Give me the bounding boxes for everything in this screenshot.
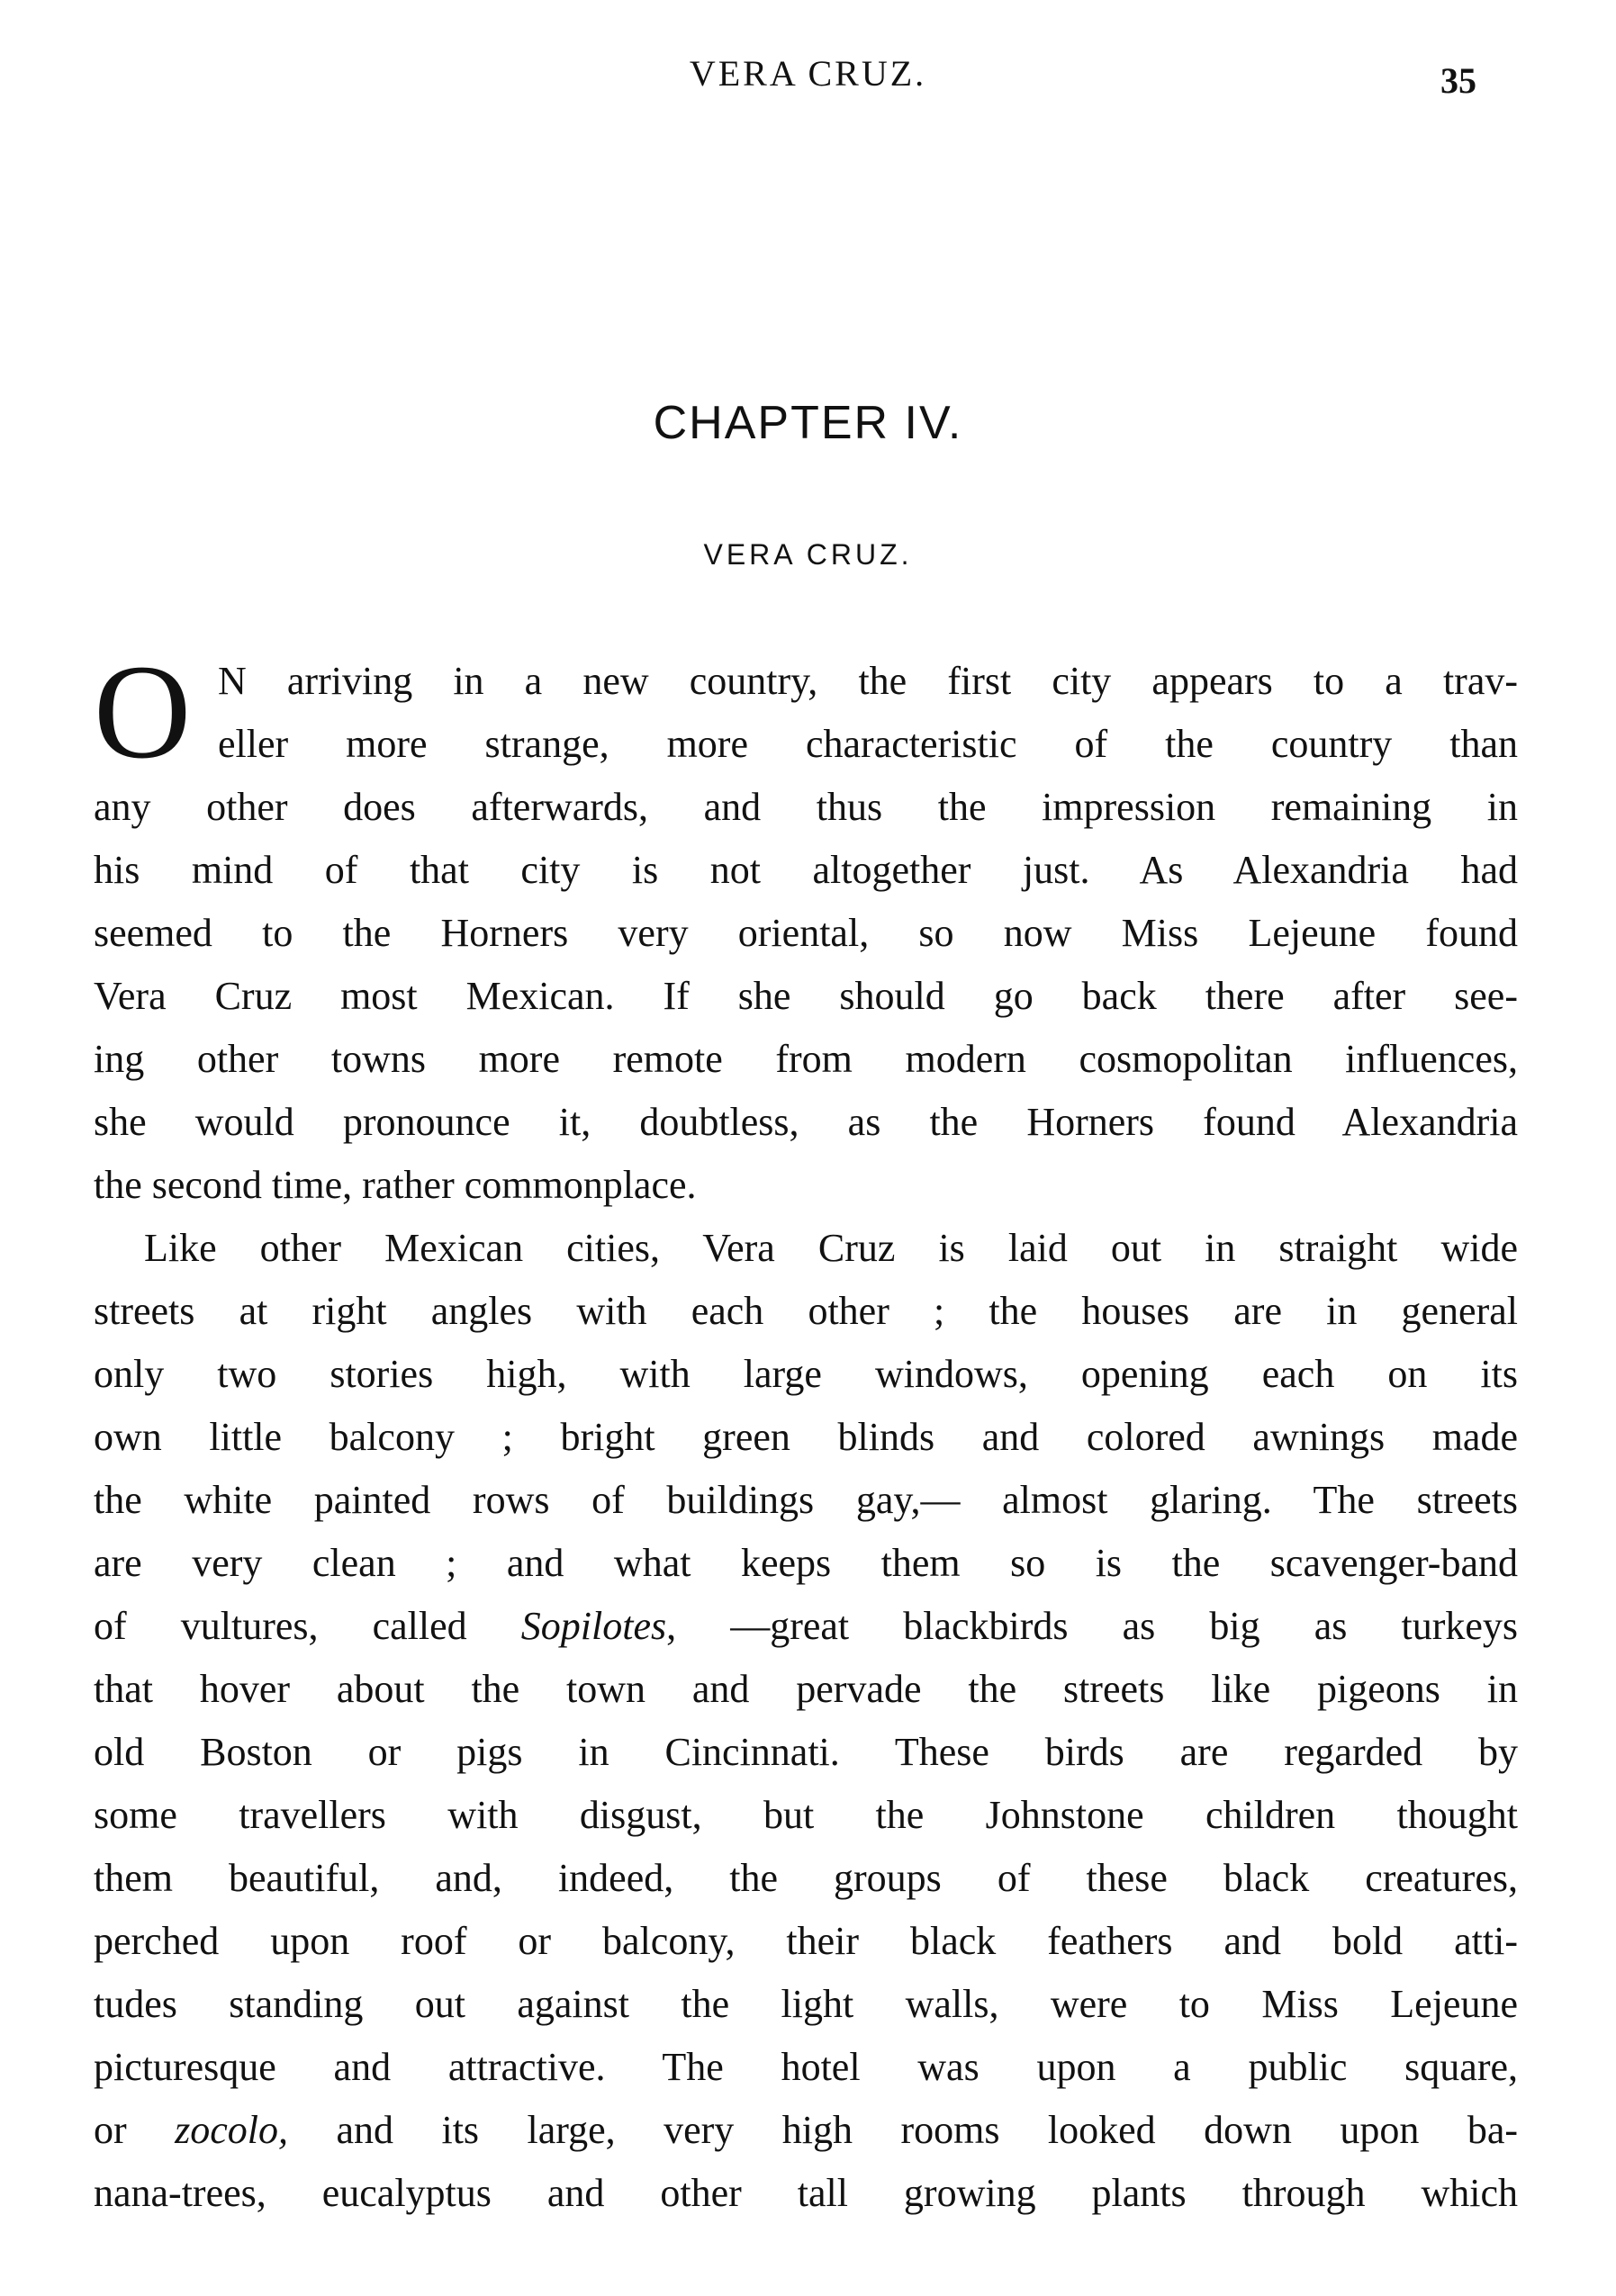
text-line: own little balcony ; bright green blinds and colored awnings made [94, 1415, 1518, 1459]
chapter-subtitle: VERA CRUZ. [703, 538, 913, 571]
text-line: the white painted rows of buildings gay,— almost glaring. The streets [94, 1478, 1518, 1522]
text-line: N arriving in a new country, the first city appears to a trav- [218, 659, 1518, 703]
italic-term-sopilotes: Sopilotes [520, 1604, 667, 1648]
text-run: of vultures, called [94, 1604, 521, 1648]
text-line: the second time, rather commonplace. [94, 1163, 697, 1207]
text-line [94, 2099, 1518, 2162]
text-line: ing other towns more remote from modern cosmopolitan influences, [94, 1037, 1518, 1081]
text-line: seemed to the Horners very oriental, so now Miss Lejeune found [94, 911, 1518, 955]
text-line: that hover about the town and pervade the streets like pigeons in [94, 1667, 1518, 1711]
text-line: are very clean ; and what keeps them so is the scavenger-band [94, 1541, 1518, 1585]
text-run: or [94, 2108, 176, 2152]
text-line: any other does afterwards, and thus the impression remaining in [94, 785, 1518, 829]
drop-cap: O [94, 637, 192, 787]
running-head [0, 52, 1616, 101]
paragraph-2 [94, 1217, 1518, 2225]
text-line: old Boston or pigs in Cincinnati. These birds are regarded by [94, 1730, 1518, 1774]
text-line: some travellers with disgust, but the Johnstone children thought [94, 1793, 1518, 1837]
text-line: Vera Cruz most Mexican. If she should go back there after see- [94, 974, 1518, 1018]
text-line: she would pronounce it, doubtless, as the Horners found Alexandria [94, 1100, 1518, 1144]
text-line: them beautiful, and, indeed, the groups of these black creatures, [94, 1856, 1518, 1900]
text-line: eller more strange, more characteristic of the country than [218, 722, 1518, 766]
chapter-title: CHAPTER IV. [653, 397, 963, 449]
running-title: VERA CRUZ. [689, 53, 927, 94]
body-text [94, 650, 1518, 2225]
text-run: , —great blackbirds as big as turkeys [666, 1604, 1518, 1648]
text-line: tudes standing out against the light walls, were to Miss Lejeune [94, 1982, 1518, 2026]
text-line: perched upon roof or balcony, their black feathers and bold atti- [94, 1919, 1518, 1963]
text-line: only two stories high, with large windows, opening each on its [94, 1352, 1518, 1396]
text-run: and its large, very high rooms looked down upon ba- [288, 2108, 1518, 2152]
text-line: nana-trees, eucalyptus and other tall growing plants through which [94, 2171, 1518, 2215]
text-line: his mind of that city is not altogether just. As Alexandria had [94, 848, 1518, 892]
page-number: 35 [1440, 60, 1476, 101]
text-line: picturesque and attractive. The hotel was upon a public square, [94, 2045, 1518, 2089]
text-line: streets at right angles with each other ; the houses are in general [94, 1289, 1518, 1333]
paragraph-1 [94, 650, 1518, 1217]
text-line: Like other Mexican cities, Vera Cruz is laid out in straight wide [144, 1226, 1518, 1270]
italic-term-zocolo: zocolo, [175, 2108, 289, 2152]
text-line [94, 1595, 1518, 1658]
